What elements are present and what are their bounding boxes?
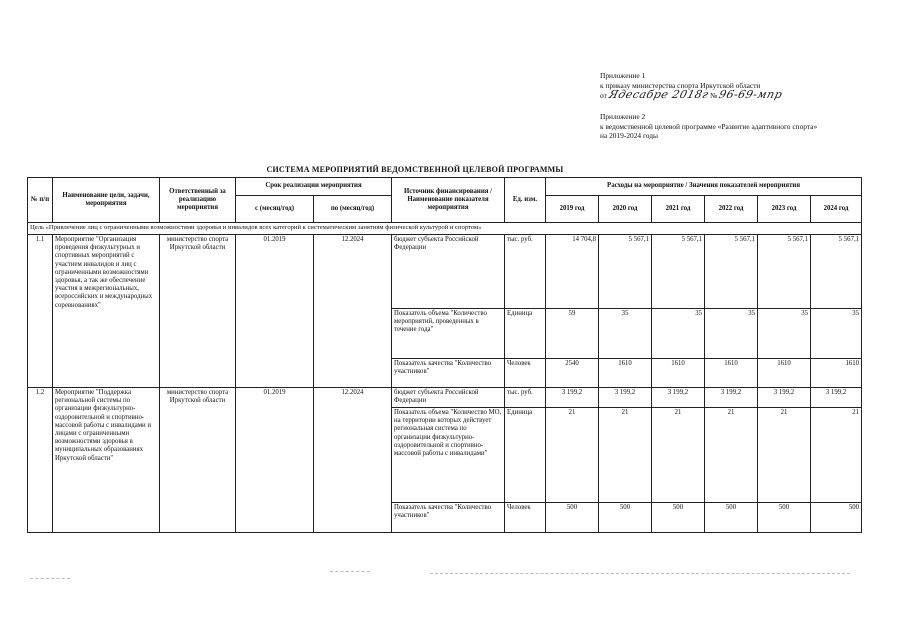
- value-cell: 500: [652, 503, 705, 533]
- source: Показатель качества "Количество участников": [392, 359, 505, 388]
- document-title: СИСТЕМА МЕРОПРИЯТИЙ ВЕДОМСТВЕННОЙ ЦЕЛЕВОЙ ПРОГРАММЫ: [266, 165, 564, 174]
- row-number: 1.1: [28, 235, 53, 388]
- value-cell: 1610: [705, 359, 758, 388]
- value-cell: 21: [811, 408, 862, 503]
- value-cell: 21: [705, 408, 758, 503]
- appendix-1-date-line: [600, 90, 890, 101]
- value-cell: 21: [599, 408, 652, 503]
- unit: Единица: [505, 408, 546, 503]
- scan-artifact-line: [30, 578, 70, 579]
- value-cell: 3 199,2: [652, 388, 705, 408]
- value-cell: 3 199,2: [758, 388, 811, 408]
- appendix-1-order: к приказу министерства спорта Иркутской области: [600, 80, 761, 90]
- unit: тыс. руб.: [505, 235, 546, 309]
- scan-artifact-line: [430, 573, 850, 574]
- term-from: 01.2019: [236, 388, 314, 533]
- value-cell: 1610: [599, 359, 652, 388]
- year-header: 2023 год: [758, 196, 811, 223]
- col-header-name: Наименование цели, задачи, мероприятия: [53, 178, 160, 223]
- value-cell: 21: [652, 408, 705, 503]
- measure-name: Мероприятие "Поддержка региональной системы по организации физкультурно-оздоровительной и спортивно-массовой работы с инвалидами и лицами с ограниченными возможностями здоровья в муниципальных образованиях Иркутской области": [53, 388, 160, 533]
- value-cell: 35: [652, 309, 705, 359]
- col-header-source: Источник финансирования / Наименование показателя мероприятия: [392, 178, 505, 223]
- term-from: 01.2019: [236, 235, 314, 388]
- unit: Единица: [505, 309, 546, 359]
- source: Показатель объема "Количество МО, на территории которых действует региональная система по организации физкультурно-оздоровительной и спортивно-массовой работы с инвалидами": [392, 408, 505, 503]
- table-row: [28, 235, 862, 309]
- value-cell: 500: [811, 503, 862, 533]
- value-cell: 500: [705, 503, 758, 533]
- appendix-2-header: [600, 112, 890, 141]
- goal-row: Цель «Привлечение лиц с ограниченными возможностями здоровья и инвалидов всех категорий к систематическим занятиям физической культурой и спортом»: [28, 223, 862, 235]
- appendix-2-title: Приложение 2: [600, 112, 646, 121]
- value-cell: 3 199,2: [599, 388, 652, 408]
- value-cell: 35: [811, 309, 862, 359]
- col-header-num: № п/п: [28, 178, 53, 223]
- value-cell: 1610: [652, 359, 705, 388]
- handwritten-number: 96-69-мпр: [717, 88, 784, 102]
- value-cell: 5 567,1: [599, 235, 652, 309]
- value-cell: 21: [546, 408, 599, 503]
- value-cell: 1610: [758, 359, 811, 388]
- col-header-term: Срок реализации мероприятия: [236, 178, 392, 196]
- value-cell: 21: [758, 408, 811, 503]
- value-cell: 1610: [811, 359, 862, 388]
- value-cell: 5 567,1: [811, 235, 862, 309]
- col-header-expenses: Расходы на мероприятие / Значения показателей мероприятия: [546, 178, 862, 196]
- unit: Человек: [505, 503, 546, 533]
- value-cell: 3 199,2: [811, 388, 862, 408]
- scan-artifact-line: [330, 571, 370, 572]
- value-cell: 14 704,8: [546, 235, 599, 309]
- responsible: министерство спорта Иркутской области: [160, 235, 236, 388]
- value-cell: 3 199,2: [546, 388, 599, 408]
- value-cell: 2540: [546, 359, 599, 388]
- date-prefix: от: [600, 91, 607, 101]
- appendix-2-period: на 2019-2024 годы: [600, 131, 659, 141]
- number-label: №: [709, 91, 718, 101]
- year-header: 2024 год: [811, 196, 862, 223]
- row-number: 1.2: [28, 388, 53, 533]
- appendix-1-header: [600, 71, 890, 101]
- year-header: 2020 год: [599, 196, 652, 223]
- value-cell: 35: [599, 309, 652, 359]
- value-cell: 5 567,1: [652, 235, 705, 309]
- value-cell: 500: [758, 503, 811, 533]
- source: Показатель качества "Количество участников": [392, 503, 505, 533]
- value-cell: 5 567,1: [705, 235, 758, 309]
- value-cell: 5 567,1: [758, 235, 811, 309]
- table-row: [28, 388, 862, 408]
- value-cell: 500: [546, 503, 599, 533]
- value-cell: 500: [599, 503, 652, 533]
- value-cell: 35: [758, 309, 811, 359]
- source: Показатель объема "Количество мероприятий, проведенных в течение года": [392, 309, 505, 359]
- col-header-to: по (месяц/год): [314, 196, 392, 223]
- unit: тыс. руб.: [505, 388, 546, 408]
- col-header-resp: Ответственный за реализацию мероприятия: [160, 178, 236, 223]
- unit: Человек: [505, 359, 546, 388]
- value-cell: 3 199,2: [705, 388, 758, 408]
- appendix-1-title: Приложение 1: [600, 71, 646, 80]
- col-header-unit: Ед. изм.: [505, 178, 546, 223]
- year-header: 2022 год: [705, 196, 758, 223]
- handwritten-date: Ядесабре 2018г: [607, 88, 710, 102]
- source: бюджет субъекта Российской Федерации: [392, 388, 505, 408]
- year-header: 2021 год: [652, 196, 705, 223]
- value-cell: 59: [546, 309, 599, 359]
- year-header: 2019 год: [546, 196, 599, 223]
- source: бюджет субъекта Российской Федерации: [392, 235, 505, 309]
- appendix-2-program: к ведомственной целевой программе «Развитие адаптивного спорта»: [600, 121, 818, 131]
- term-to: 12.2024: [314, 235, 392, 388]
- responsible: министерство спорта Иркутской области: [160, 388, 236, 533]
- measures-table: [27, 177, 862, 533]
- measure-name: Мероприятие "Организация проведения физкультурных и спортивных мероприятий с участием инвалидов и лиц с ограниченными возможностями здоровья, а так же обеспечение участия в межрегиональных, всероссийских и международных соревнованиях": [53, 235, 160, 388]
- col-header-from: с (месяц/год): [236, 196, 314, 223]
- term-to: 12.2024: [314, 388, 392, 533]
- value-cell: 35: [705, 309, 758, 359]
